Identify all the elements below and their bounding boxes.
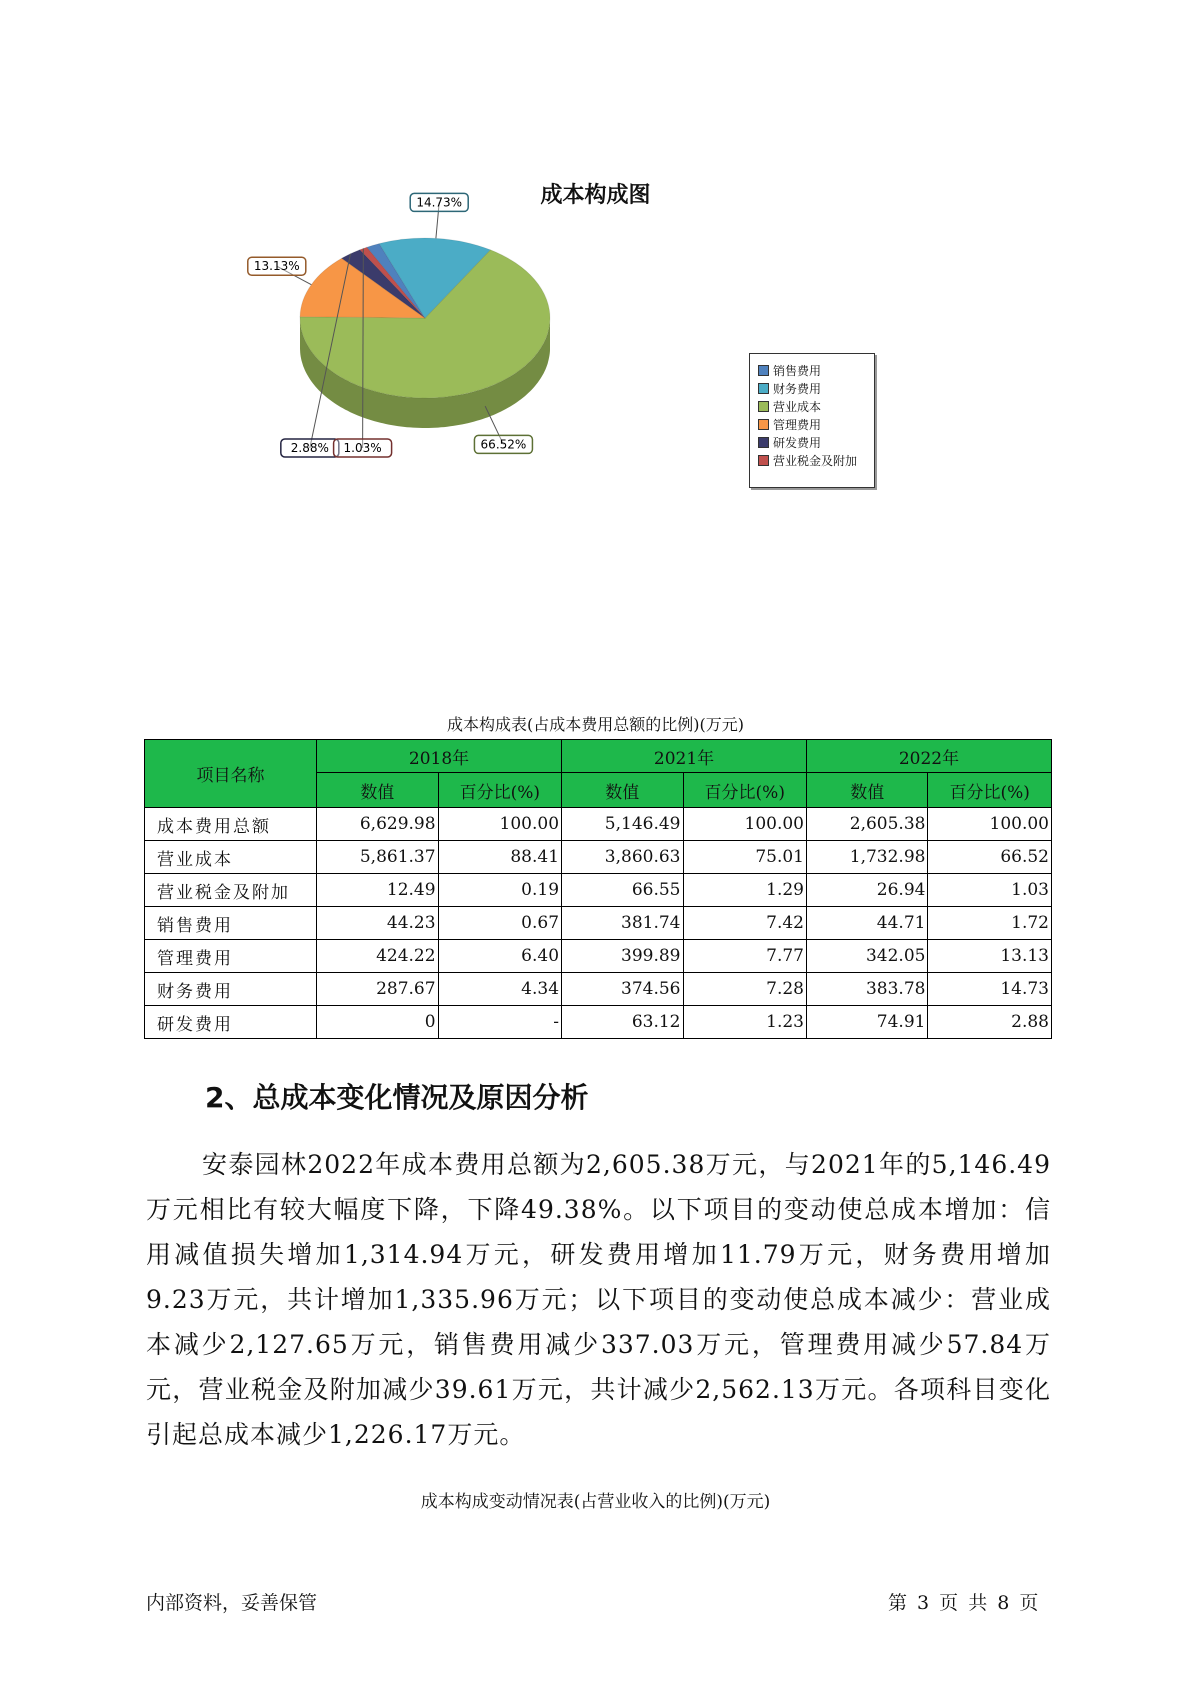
cell-value: 287.67 xyxy=(317,973,438,1006)
table-row xyxy=(145,940,1052,973)
cell-percent: 1.29 xyxy=(683,874,806,907)
cell-percent: 6.40 xyxy=(438,940,561,973)
footer-page-number: 第 3 页 共 8 页 xyxy=(888,1592,1041,1614)
cell-value: 2,605.38 xyxy=(806,808,927,841)
header-value: 数值 xyxy=(562,773,683,808)
legend-label: 营业税金及附加 xyxy=(773,454,858,468)
cell-percent: 66.52 xyxy=(928,841,1052,874)
row-item-name: 研发费用 xyxy=(145,1006,317,1039)
cell-value: 6,629.98 xyxy=(317,808,438,841)
cell-value: 44.71 xyxy=(806,907,927,940)
cell-value: 44.23 xyxy=(317,907,438,940)
header-value: 数值 xyxy=(806,773,927,808)
cell-percent: 4.34 xyxy=(438,973,561,1006)
legend-swatch xyxy=(758,437,769,448)
cell-value: 12.49 xyxy=(317,874,438,907)
table-row xyxy=(145,841,1052,874)
header-percent: 百分比(%) xyxy=(438,773,561,808)
header-percent: 百分比(%) xyxy=(928,773,1052,808)
cell-value: 3,860.63 xyxy=(562,841,683,874)
cell-value: 26.94 xyxy=(806,874,927,907)
header-percent: 百分比(%) xyxy=(683,773,806,808)
legend-label: 管理费用 xyxy=(773,418,822,432)
cell-value: 342.05 xyxy=(806,940,927,973)
cell-percent: 100.00 xyxy=(683,808,806,841)
cell-value: 383.78 xyxy=(806,973,927,1006)
cell-percent: 75.01 xyxy=(683,841,806,874)
cell-value: 63.12 xyxy=(562,1006,683,1039)
row-item-name: 财务费用 xyxy=(145,973,317,1006)
cell-value: 381.74 xyxy=(562,907,683,940)
cell-value: 66.55 xyxy=(562,874,683,907)
cell-percent: 14.73 xyxy=(928,973,1052,1006)
header-value: 数值 xyxy=(317,773,438,808)
row-item-name: 营业成本 xyxy=(145,841,317,874)
cell-percent: 13.13 xyxy=(928,940,1052,973)
row-item-name: 销售费用 xyxy=(145,907,317,940)
header-item-name: 项目名称 xyxy=(145,740,317,808)
cell-value: 0 xyxy=(317,1006,438,1039)
row-item-name: 成本费用总额 xyxy=(145,808,317,841)
table2-caption: 成本构成变动情况表(占营业收入的比例)(万元) xyxy=(420,1492,771,1512)
row-item-name: 营业税金及附加 xyxy=(145,874,317,907)
analysis-paragraph: 安泰园林2022年成本费用总额为2,605.38万元，与2021年的5,146.49万元相比有较大幅度下降，下降49.38%。以下项目的变动使总成本增加：信用减值损失增加1,314.94万元，研发费用增加11.79万元，财务费用增加9.23万元，共计增加1,335.96万元；以下项目的变动使总成本减少：营业成本减少2,127.65万元，销售费用减少337.03万元，管理费用减少57.84万元，营业税金及附加减少39.61万元，共计减少2,562.13万元。各项科目变化引起总成本减少1,226.17万元。 xyxy=(146,1150,1051,1449)
cell-value: 424.22 xyxy=(317,940,438,973)
legend-item xyxy=(758,380,821,398)
cost-composition-table xyxy=(144,739,1052,1039)
pie-data-label: 1.03% xyxy=(343,441,382,455)
cell-percent: 7.42 xyxy=(683,907,806,940)
legend-item xyxy=(758,452,857,470)
legend-swatch xyxy=(758,401,769,412)
cell-value: 374.56 xyxy=(562,973,683,1006)
header-year-2022: 2022年 xyxy=(806,740,1051,773)
cell-percent: - xyxy=(438,1006,561,1039)
chart-legend xyxy=(749,353,875,488)
footer-confidential: 内部资料，妥善保管 xyxy=(146,1592,318,1614)
legend-swatch xyxy=(758,365,769,376)
section-heading: 2、总成本变化情况及原因分析 xyxy=(205,1081,589,1114)
cell-percent: 7.28 xyxy=(683,973,806,1006)
cell-value: 74.91 xyxy=(806,1006,927,1039)
legend-label: 营业成本 xyxy=(773,400,822,414)
cell-percent: 100.00 xyxy=(928,808,1052,841)
legend-item xyxy=(758,434,821,452)
table1-caption: 成本构成表(占成本费用总额的比例)(万元) xyxy=(447,715,744,734)
legend-item xyxy=(758,398,821,416)
legend-swatch xyxy=(758,455,769,466)
legend-swatch xyxy=(758,419,769,430)
cell-percent: 100.00 xyxy=(438,808,561,841)
cell-value: 399.89 xyxy=(562,940,683,973)
pie-chart xyxy=(253,195,600,500)
cell-percent: 1.23 xyxy=(683,1006,806,1039)
legend-label: 销售费用 xyxy=(773,364,822,378)
row-item-name: 管理费用 xyxy=(145,940,317,973)
pie-data-label: 66.52% xyxy=(480,437,527,452)
pie-data-label: 2.88% xyxy=(290,441,329,455)
cell-percent: 2.88 xyxy=(928,1006,1052,1039)
header-year-2018: 2018年 xyxy=(317,740,562,773)
chart-title: 成本构成图 xyxy=(540,183,651,208)
legend-item xyxy=(758,362,821,380)
cell-value: 1,732.98 xyxy=(806,841,927,874)
pie-data-label: 14.73% xyxy=(416,195,463,210)
table-row xyxy=(145,907,1052,940)
legend-swatch xyxy=(758,383,769,394)
legend-item xyxy=(758,416,821,434)
table-row xyxy=(145,808,1052,841)
table-row xyxy=(145,874,1052,907)
legend-label: 财务费用 xyxy=(773,382,822,396)
cell-percent: 7.77 xyxy=(683,940,806,973)
header-year-2021: 2021年 xyxy=(562,740,807,773)
cell-percent: 88.41 xyxy=(438,841,561,874)
cell-percent: 1.03 xyxy=(928,874,1052,907)
cell-value: 5,861.37 xyxy=(317,841,438,874)
cell-percent: 1.72 xyxy=(928,907,1052,940)
cell-percent: 0.67 xyxy=(438,907,561,940)
cell-value: 5,146.49 xyxy=(562,808,683,841)
legend-label: 研发费用 xyxy=(773,436,822,450)
pie-data-label: 13.13% xyxy=(253,259,300,274)
table-row xyxy=(145,1006,1052,1039)
cell-percent: 0.19 xyxy=(438,874,561,907)
table-row xyxy=(145,973,1052,1006)
